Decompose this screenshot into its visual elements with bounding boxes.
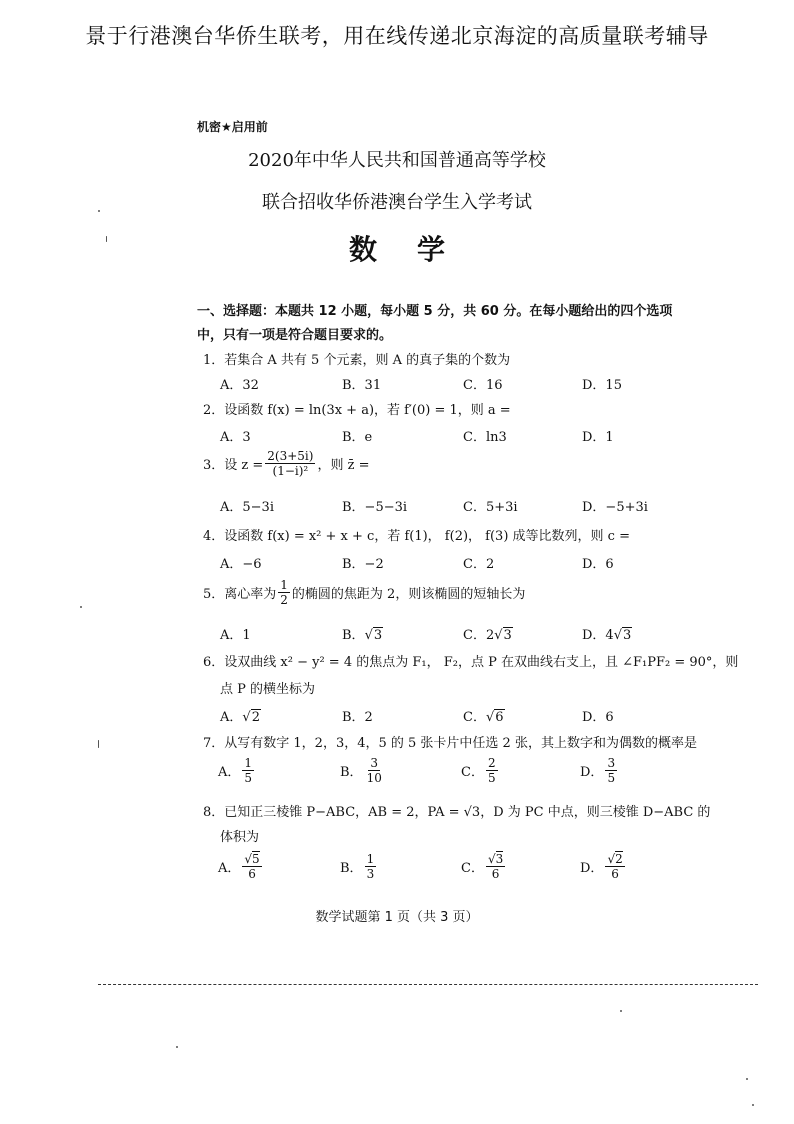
banner-text: 景于行港澳台华侨生联考，用在线传递北京海淀的高质量联考辅导 xyxy=(85,24,709,48)
scan-speck xyxy=(98,740,99,748)
q3-fraction-denominator: (1−i)² xyxy=(272,464,309,478)
q6-option-a-radicand: 2 xyxy=(251,710,260,725)
question-5-stem xyxy=(203,578,525,607)
q8-option-a-fraction xyxy=(242,852,261,881)
q8-option-a xyxy=(218,852,264,881)
question-3-stem xyxy=(203,449,369,478)
q8-option-c-numerator: √3 xyxy=(487,852,504,866)
q7-option-d-label: D． xyxy=(580,765,604,780)
q7-option-b-label: B． xyxy=(340,765,363,780)
q7-option-c-numerator: 2 xyxy=(487,756,496,770)
q3-stem-prefix: 3．设 z = xyxy=(203,458,264,473)
q5-stem-suffix: 的椭圆的焦距为 2，则该椭圆的短轴长为 xyxy=(291,587,526,602)
q5-fraction xyxy=(278,578,290,607)
q4-option-b: B．−2 xyxy=(342,557,384,572)
question-2-stem: 2．设函数 f(x) = ln(3x + a)，若 f′(0) = 1，则 a = xyxy=(203,403,511,418)
scan-speck xyxy=(80,606,82,608)
confidential-mark: 机密★启用前 xyxy=(197,120,268,134)
q7-option-a xyxy=(218,756,256,785)
q5-option-a-label: A． xyxy=(220,628,243,643)
q1-option-d: D．15 xyxy=(582,378,622,393)
scan-speck xyxy=(98,210,100,212)
scan-speck xyxy=(106,236,107,242)
question-1-stem: 1．若集合 A 共有 5 个元素，则 A 的真子集的个数为 xyxy=(203,353,511,368)
scan-speck xyxy=(746,1078,748,1080)
q5-option-b xyxy=(342,624,383,643)
cut-line-divider xyxy=(98,984,758,985)
scan-speck xyxy=(752,1104,754,1106)
q1-option-c: C．16 xyxy=(463,378,503,393)
q8-option-b-label: B． xyxy=(340,861,363,876)
q8-option-a-numerator: √5 xyxy=(244,852,260,866)
q2-option-c: C．ln3 xyxy=(463,430,507,445)
q5-option-b-radicand: 3 xyxy=(373,628,383,643)
question-8-stem-line1: 8．已知正三棱锥 P−ABC，AB = 2，PA = √3，D 为 PC 中点，则三棱锥 D−ABC 的 xyxy=(203,805,711,820)
q7-option-c-fraction xyxy=(486,756,498,785)
q7-option-a-label: A． xyxy=(218,765,241,780)
q4-option-c: C．2 xyxy=(463,557,495,572)
q2-option-b: B．e xyxy=(342,430,373,445)
q5-option-b-label: B． xyxy=(342,628,365,643)
q6-option-b: B．2 xyxy=(342,710,373,725)
q6-option-d: D．6 xyxy=(582,710,614,725)
q7-option-b-fraction xyxy=(365,756,384,785)
q8-option-d-radicand: 2 xyxy=(615,852,623,866)
q8-option-b xyxy=(340,852,378,881)
q3-fraction xyxy=(265,449,315,478)
q8-option-c-denominator: 6 xyxy=(491,867,500,881)
q7-option-b xyxy=(340,756,386,785)
scan-speck xyxy=(620,1010,622,1012)
question-6-stem-line1: 6．设双曲线 x² − y² = 4 的焦点为 F₁， F₂，点 P 在双曲线右支上，且 ∠F₁PF₂ = 90°，则 xyxy=(203,655,739,670)
q5-option-a-value: 1 xyxy=(242,628,251,643)
sqrt-symbol: √2 xyxy=(242,710,260,725)
section-instructions: 一、选择题：本题共 12 小题，每小题 5 分，共 60 分。在每小题给出的四个选项中，只有一项是符合题目要求的。 xyxy=(197,304,673,343)
q8-option-d-numerator: √2 xyxy=(607,852,623,866)
q5-option-c xyxy=(463,624,513,643)
q7-option-d-denominator: 5 xyxy=(607,771,616,785)
q5-option-c-radicand: 3 xyxy=(503,628,512,643)
q5-fraction-denominator: 2 xyxy=(280,593,288,607)
q8-option-c xyxy=(461,852,507,881)
page-footer: 数学试题第 1 页（共 3 页） xyxy=(315,910,479,925)
q7-option-d-numerator: 3 xyxy=(607,756,616,770)
q5-option-d-label: D．4 xyxy=(582,628,614,643)
q7-option-d xyxy=(580,756,619,785)
q8-option-c-radicand: 3 xyxy=(495,852,504,866)
q8-option-b-fraction xyxy=(365,852,377,881)
q8-option-d-fraction xyxy=(605,852,624,881)
scan-speck xyxy=(176,1046,178,1048)
q8-option-d-denominator: 6 xyxy=(611,867,619,881)
q6-option-c-radicand: 6 xyxy=(495,710,504,725)
q4-option-d: D．6 xyxy=(582,557,614,572)
sqrt-symbol: √6 xyxy=(485,710,504,725)
q3-option-a: A．5−3i xyxy=(220,500,274,515)
q8-option-c-label: C． xyxy=(461,861,484,876)
q1-option-b: B．31 xyxy=(342,378,382,393)
q5-option-a xyxy=(220,624,251,643)
q8-option-d-label: D． xyxy=(580,861,604,876)
q7-option-b-numerator: 3 xyxy=(370,756,379,770)
q3-fraction-numerator: 2(3+5i) xyxy=(267,449,314,463)
q4-option-a: A．−6 xyxy=(220,557,262,572)
q2-option-a: A．3 xyxy=(220,430,251,445)
q6-option-c-label: C． xyxy=(463,710,486,725)
exam-title-line1: 2020年中华人民共和国普通高等学校 xyxy=(248,150,546,171)
question-7-stem: 7．从写有数字 1，2，3，4，5 的 5 张卡片中任选 2 张，其上数字和为偶数的概率是 xyxy=(203,736,697,751)
q7-option-c-label: C． xyxy=(461,765,484,780)
sqrt-symbol: √3 xyxy=(364,628,383,643)
q7-option-c xyxy=(461,756,500,785)
q2-option-d: D．1 xyxy=(582,430,614,445)
question-4-stem: 4．设函数 f(x) = x² + x + c，若 f(1)， f(2)， f(3) 成等比数列，则 c = xyxy=(203,529,630,544)
q6-option-c xyxy=(463,706,505,725)
q5-option-d xyxy=(582,624,632,643)
exam-title-line2: 联合招收华侨港澳台学生入学考试 xyxy=(262,192,532,213)
q8-option-a-label: A． xyxy=(218,861,241,876)
q5-option-d-radicand: 3 xyxy=(623,628,632,643)
q3-option-d: D．−5+3i xyxy=(582,500,648,515)
q5-option-c-label: C．2 xyxy=(463,628,495,643)
q7-option-a-numerator: 1 xyxy=(244,756,253,770)
q1-option-a: A．32 xyxy=(220,378,259,393)
q8-option-a-radicand: 5 xyxy=(252,852,260,866)
q6-option-a-label: A． xyxy=(220,710,243,725)
q6-option-a xyxy=(220,706,261,725)
q7-option-d-fraction xyxy=(605,756,617,785)
q8-option-b-numerator: 1 xyxy=(366,852,375,866)
sqrt-symbol: √3 xyxy=(494,628,512,643)
q7-option-a-fraction xyxy=(242,756,254,785)
q8-option-b-denominator: 3 xyxy=(366,867,375,881)
q7-option-b-denominator: 10 xyxy=(366,771,382,785)
q3-option-b: B．−5−3i xyxy=(342,500,408,515)
q8-option-a-denominator: 6 xyxy=(248,867,256,881)
subject-heading: 数学 xyxy=(348,233,485,266)
question-6-stem-line2: 点 P 的横坐标为 xyxy=(220,682,316,697)
q8-option-c-fraction xyxy=(486,852,505,881)
q3-stem-suffix: ，则 z̄ = xyxy=(317,458,370,473)
q5-stem-prefix: 5．离心率为 xyxy=(203,587,277,602)
question-8-stem-line2: 体积为 xyxy=(220,830,260,845)
q8-option-d xyxy=(580,852,627,881)
q7-option-c-denominator: 5 xyxy=(487,771,496,785)
q3-option-c: C．5+3i xyxy=(463,500,518,515)
q5-fraction-numerator: 1 xyxy=(280,578,288,592)
q7-option-a-denominator: 5 xyxy=(244,771,253,785)
sqrt-symbol: √3 xyxy=(613,628,632,643)
